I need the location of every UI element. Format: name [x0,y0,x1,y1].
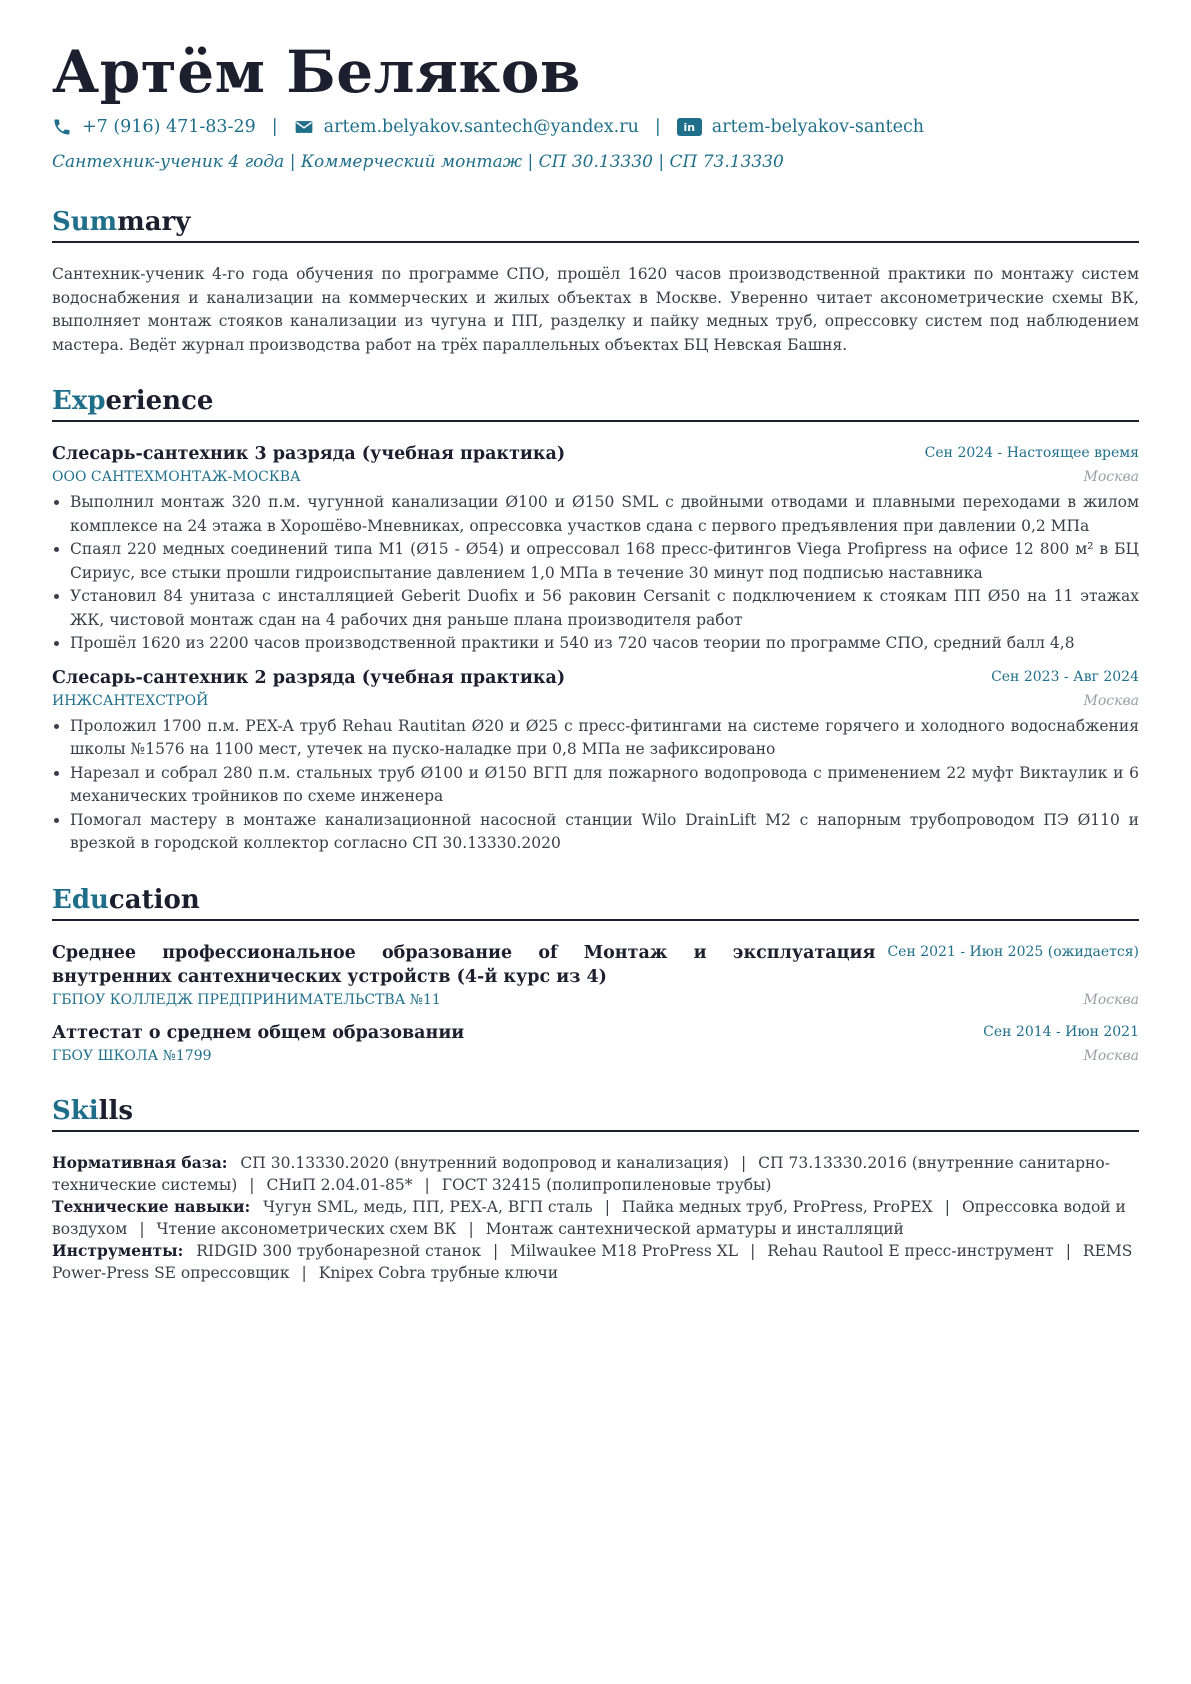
skill-item: Чугун SML, медь, ПП, PEX-A, ВГП сталь [263,1197,593,1216]
school-name: ГБОУ ШКОЛА №1799 [52,1047,212,1064]
section-title-accent: Exp [52,386,106,416]
skill-separator: | [139,1219,145,1238]
envelope-icon [294,117,314,137]
first-name: Артём [52,38,266,106]
skill-row-standards [52,1152,1139,1196]
skill-item: СНиП 2.04.01-85* [266,1175,413,1194]
school-location: Москва [1083,1047,1139,1064]
skill-item: Rehau Rautool E пресс-инструмент [767,1241,1054,1260]
contact-line [52,114,1139,140]
skill-separator: | [301,1263,307,1282]
phone-link[interactable]: +7 (916) 471-83-29 [82,117,256,137]
skill-separator: | [604,1197,610,1216]
contact-separator: | [271,117,278,137]
section-title-rest: cation [108,884,200,915]
job-title: Слесарь-сантехник 3 разряда (учебная практика) [52,444,566,464]
school-location: Москва [1083,991,1139,1008]
last-name: Беляков [286,38,581,106]
skill-separator: | [249,1175,255,1194]
job-title: Слесарь-сантехник 2 разряда (учебная практика) [52,667,566,688]
skill-separator: | [750,1241,756,1260]
skill-label: Нормативная база: [52,1152,228,1172]
skill-item: Knipex Cobra трубные ключи [318,1263,559,1282]
skill-item: Монтаж сантехнической арматуры и инсталляций [485,1219,904,1238]
skill-item: ГОСТ 32415 (полипропиленовые трубы) [441,1175,772,1194]
contact-separator: | [654,117,661,137]
skill-label: Инструменты: [52,1240,184,1260]
experience-entry [52,442,1139,656]
email-link[interactable]: artem.belyakov.santech@yandex.ru [323,117,639,137]
linkedin-link[interactable]: artem-belyakov-santech [711,117,925,137]
section-title-accent: Edu [52,884,109,915]
linkedin-icon: in [677,118,702,136]
list-item: • Нарезал и собрал 280 п.м. стальных труб Ø100 и Ø150 ВГП для пожарного водопровода с применением 22 муфт Виктаулик и 6 механических тройников по схеме инженера [70,762,1139,809]
job-location: Москва [1083,469,1139,485]
education-dates: Сен 2014 - Июн 2021 [983,1023,1139,1040]
skill-separator: | [468,1219,474,1238]
skill-item: Чтение аксонометрических схем ВК [156,1219,457,1238]
degree-title: Аттестат о среднем общем образовании [52,1022,465,1043]
list-item: • Проложил 1700 п.м. PEX-A труб Rehau Rautitan Ø20 и Ø25 с пресс-фитингами на системе горячего и холодного водоснабжения школы №1576 на 1100 мест, утечек на пуско-наладке при 0,8 МПа не зафиксировано [70,715,1139,762]
list-item: • Спаял 220 медных соединений типа М1 (Ø15 - Ø54) и опрессовал 168 пресс-фитингов Viega Profipress на офисе 12 800 м² в БЦ Сириус, все стыки прошли гидроиспытание давлением 1,0 МПа в течение 30 минут под подписью наставника [70,538,1139,585]
phone-icon [52,117,72,137]
job-dates: Сен 2023 - Авг 2024 [991,668,1139,685]
job-bullets [52,715,1139,856]
summary-text: Сантехник-ученик 4-го года обучения по программе СПО, прошёл 1620 часов производственной практики по монтажу систем водоснабжения и канализации на коммерческих и жилых объектах в Москве. Уверенно читает аксонометрические схемы ВК, выполняет монтаж стояков канализации из чугуна и ПП, разделку и пайку медных труб, опрессовку систем под наблюдением мастера. Ведёт журнал производства работ на трёх параллельных объектах БЦ Невская Башня. [52,265,1139,354]
list-item: • Прошёл 1620 из 2200 часов производственной практики и 540 из 720 часов теории по программе СПО, средний балл 4,8 [70,632,1139,656]
skill-separator: | [944,1197,950,1216]
section-title-experience [52,384,1139,422]
skill-item: СП 73.13330.2016 (внутренние санитарно-технические системы) [52,1153,1110,1194]
skill-item: Пайка медных труб, ProPress, ProPEX [621,1197,933,1216]
skill-item: Milwaukee M18 ProPress XL [510,1241,739,1260]
section-title-rest: lls [98,1095,134,1126]
section-title-rest: mary [117,207,191,237]
job-company: ИНЖСАНТЕХСТРОЙ [52,692,209,709]
education-dates: Сен 2021 - Июн 2025 (ожидается) [887,943,1139,960]
school-name: ГБПОУ КОЛЛЕДЖ ПРЕДПРИНИМАТЕЛЬСТВА №11 [52,991,441,1008]
education-entry [52,941,1139,1011]
job-dates: Сен 2024 - Настоящее время [924,445,1139,461]
section-title-accent: Sum [52,207,118,237]
job-location: Москва [1083,692,1139,709]
skill-item: REMS Power-Press SE опрессовщик [52,1241,1133,1282]
list-item: • Помогал мастеру в монтаже канализационной насосной станции Wilo DrainLift M2 с напорным трубопроводом ПЭ Ø110 и врезкой в городской коллектор согласно СП 30.13330.2020 [70,809,1139,856]
skill-item: RIDGID 300 трубонарезной станок [196,1241,482,1260]
section-title-summary [52,205,1139,243]
skill-item: Опрессовка водой и воздухом [52,1197,1126,1238]
skill-label: Технические навыки: [52,1196,251,1216]
candidate-name [52,36,1139,108]
list-item: • Выполнил монтаж 320 п.м. чугунной канализации Ø100 и Ø150 SML с двойными отводами и плавными переходами в жилом комплексе на 24 этажа в Хорошёво-Мневниках, опрессовка участков сдана с первого предъявления при давлении 0,2 МПа [70,491,1139,538]
list-item: • Установил 84 унитаза с инсталляцией Geberit Duofix и 56 раковин Cersanit с подключением к стоякам ПП Ø50 на 11 этажах ЖК, чистовой монтаж сдан на 4 рабочих дня раньше плана производителя работ [70,585,1139,632]
skill-row-tools [52,1240,1139,1284]
skill-separator: | [740,1153,747,1172]
skill-item: СП 30.13330.2020 (внутренний водопровод и канализация) [240,1153,729,1172]
job-bullets [52,491,1139,656]
section-title-accent: Ski [52,1095,99,1126]
skill-row-technical [52,1196,1139,1240]
skill-separator: | [1065,1241,1071,1260]
skill-separator: | [424,1175,430,1194]
degree-title: Среднее профессиональное образование of Монтаж и эксплуатация внутренних сантехнических устройств (4-й курс из 4) [52,942,876,987]
section-title-education [52,883,1139,921]
job-company: ООО САНТЕХМОНТАЖ-МОСКВА [52,469,301,485]
skill-separator: | [493,1241,499,1260]
section-title-skills [52,1094,1139,1132]
tagline: Сантехник-ученик 4 года | Коммерческий монтаж | СП 30.13330 | СП 73.13330 [52,152,784,172]
experience-entry [52,666,1139,856]
education-entry [52,1021,1139,1067]
skills-block [52,1152,1139,1284]
section-title-rest: erience [105,386,214,416]
